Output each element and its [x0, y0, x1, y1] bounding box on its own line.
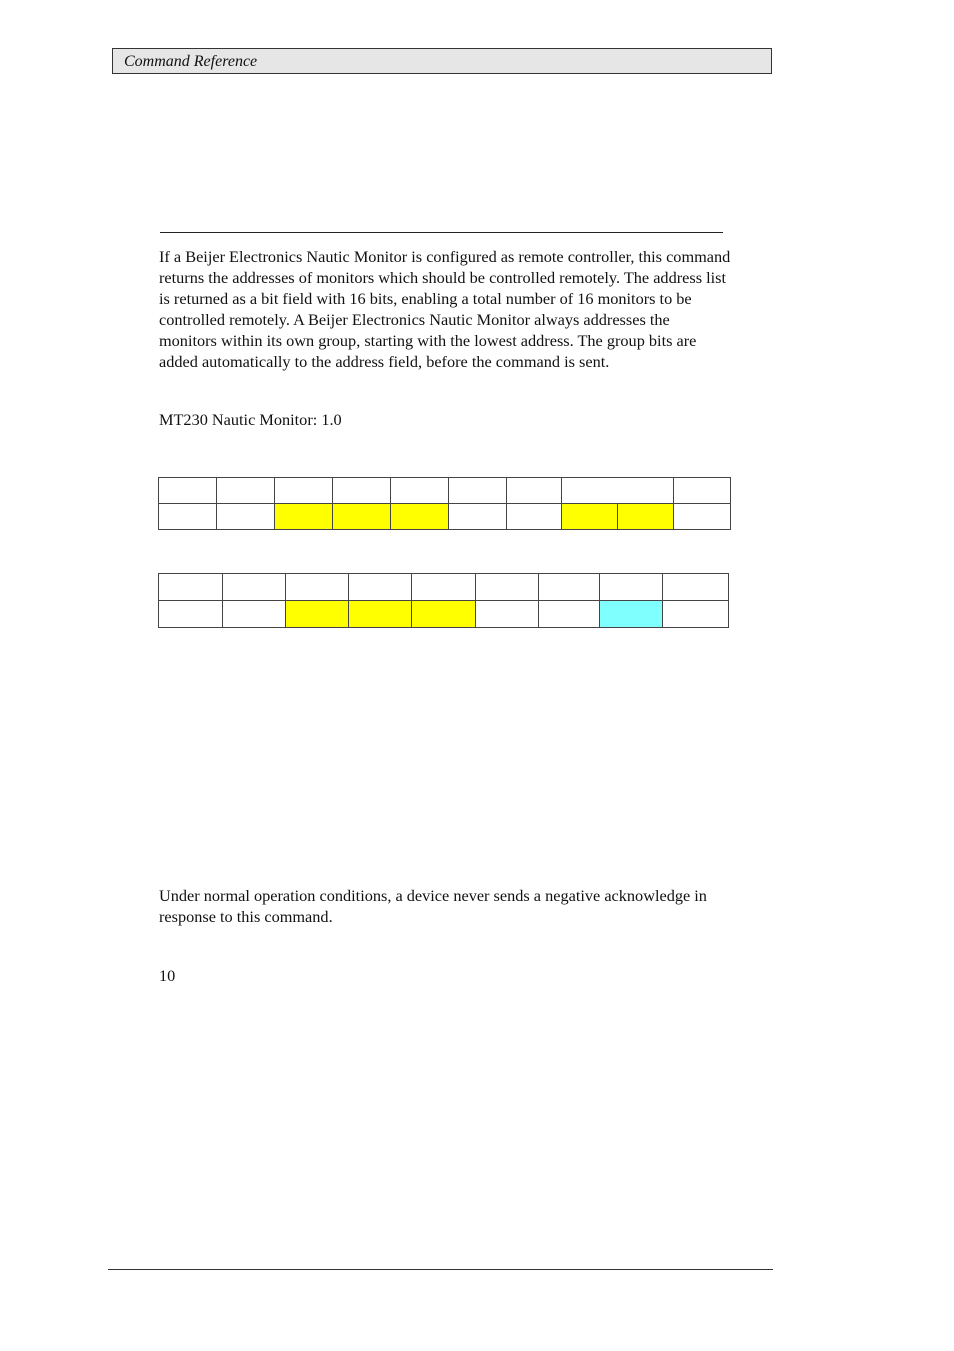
running-header: [112, 48, 772, 74]
bit-cell: [663, 601, 729, 628]
bit-header-cell: [275, 478, 333, 504]
bit-cell: [223, 601, 286, 628]
bit-header-cell: [333, 478, 391, 504]
bit-header-cell: [159, 478, 217, 504]
bit-header-cell: [391, 478, 449, 504]
bit-cell: [507, 504, 562, 530]
bit-cell-cyan: [600, 601, 663, 628]
bit-header-cell: [600, 574, 663, 601]
footer-rule: [108, 1269, 773, 1270]
bit-cell: [539, 601, 600, 628]
availability-line: MT230 Nautic Monitor: 1.0: [159, 410, 342, 429]
running-header-title: Command Reference: [124, 53, 258, 70]
bit-cell-yellow: [333, 504, 391, 530]
bit-header-cell: [159, 574, 223, 601]
bit-header-cell: [217, 478, 275, 504]
bit-header-cell: [476, 574, 539, 601]
bit-header-cell: [674, 478, 731, 504]
bit-cell: [449, 504, 507, 530]
bit-cell: [476, 601, 539, 628]
bit-header-cell: [286, 574, 349, 601]
description-paragraph: If a Beijer Electronics Nautic Monitor is configured as remote controller, this command returns the addresses of monitors which should be controlled remotely. The address list is returned as a bit field with 16 bits, enabling a total number of 16 monitors to be controlled remotely. A Beijer Electronics Nautic Monitor always addresses the monitors within its own group, starting with the lowest address. The group bits are added automatically to the address field, before the command is sent.: [159, 247, 731, 371]
command-bit-table: [158, 477, 731, 530]
bit-cell-yellow: [349, 601, 412, 628]
bit-cell: [217, 504, 275, 530]
bit-table-header-row: [159, 478, 731, 504]
bit-cell: [674, 504, 731, 530]
bit-table-data-row: [159, 601, 729, 628]
bit-cell-yellow: [275, 504, 333, 530]
bit-header-cell: [539, 574, 600, 601]
bit-table-header-row: [159, 574, 729, 601]
bit-cell: [159, 601, 223, 628]
bit-header-cell: [663, 574, 729, 601]
bit-header-cell: [449, 478, 507, 504]
example-number: 10: [159, 966, 176, 985]
bit-cell: [159, 504, 217, 530]
section-rule: [160, 232, 723, 233]
bit-cell-yellow: [562, 504, 618, 530]
bit-table-data-row: [159, 504, 731, 530]
bit-header-cell: [507, 478, 562, 504]
bit-cell-yellow: [391, 504, 449, 530]
bit-header-cell: [412, 574, 476, 601]
bit-cell-yellow: [286, 601, 349, 628]
bit-header-cell: [349, 574, 412, 601]
bit-header-cell: [562, 478, 674, 504]
response-bit-table: [158, 573, 729, 628]
nak-note-paragraph: Under normal operation conditions, a device never sends a negative acknowledge in response to this command.: [159, 886, 707, 926]
bit-cell-yellow: [412, 601, 476, 628]
bit-cell-yellow: [618, 504, 674, 530]
bit-header-cell: [223, 574, 286, 601]
